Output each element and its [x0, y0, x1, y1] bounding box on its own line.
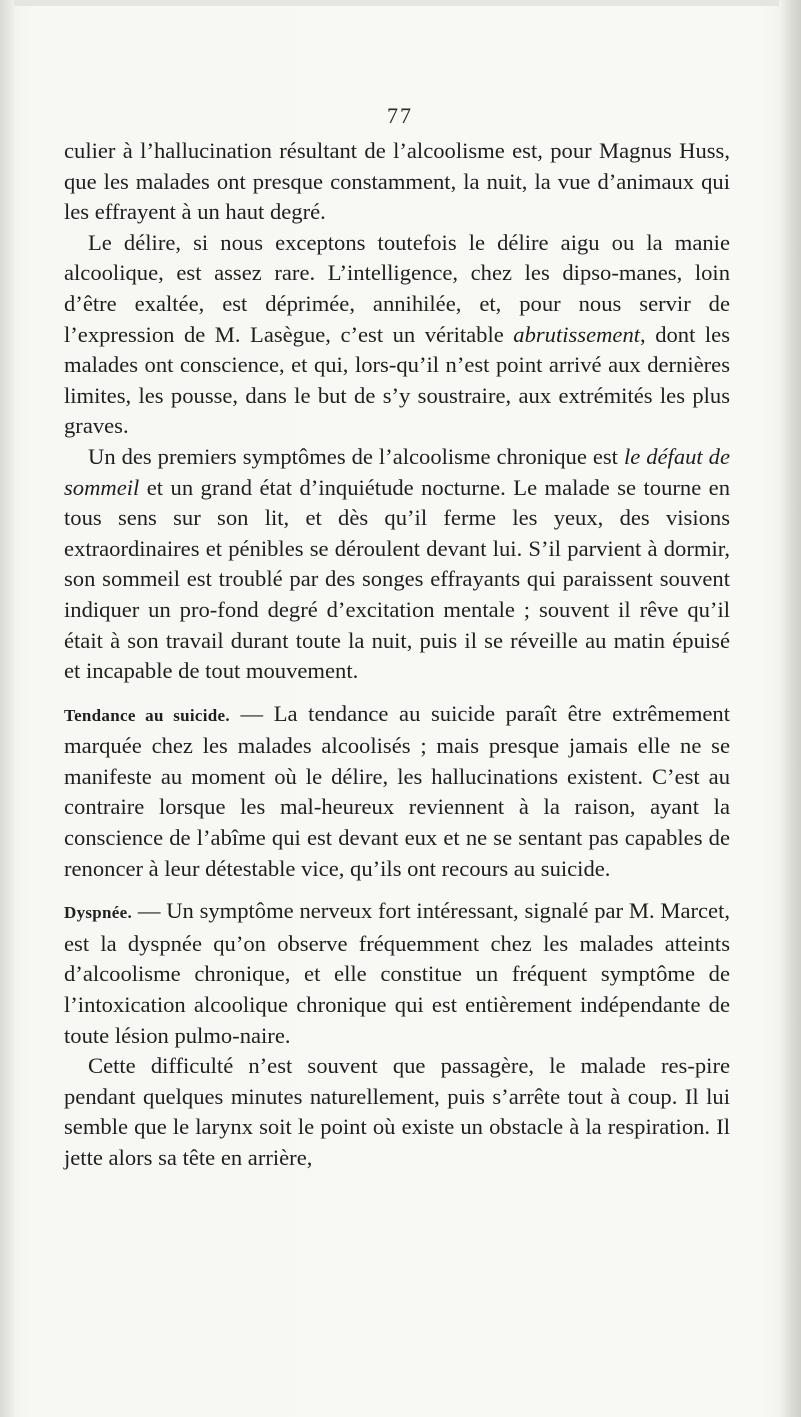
page-right-shadow [779, 0, 801, 1417]
paragraph-2-emphasis: abrutissement [513, 321, 641, 347]
page-left-shadow [0, 0, 14, 1417]
section-suicide-text: — La tendance au suicide paraît être extrêmement marquée chez les malades alcoolisés ; mais presque jamais elle ne se manifeste au moment où le délire, les hallucinations existent. C’est au contraire lorsque les mal-heureux reviennent à la raison, ayant la conscience de l’abîme qui est devant eux et ne se sentant pas capables de renoncer à leur détestable vice, qu’ils ont recours au suicide. [64, 700, 731, 881]
body-text [64, 136, 730, 1174]
section-dyspnea [64, 896, 730, 1051]
paragraph-2-text: Le délire, si nous exceptons toutefois le délire aigu ou la manie alcoolique, est assez rare. L’intelligence, chez les dipso-manes, loin d’être exaltée, est déprimée, annihilée, et, pour nous servir de l’expression de M. Lasègue, c’est un véritable [64, 229, 730, 347]
paragraph-3-emphasis: le défaut de sommeil [64, 443, 730, 500]
section-dyspnea-heading: Dyspnée. [64, 903, 133, 923]
paragraph-3-start: Un des premiers symptômes de l’alcoolisme chronique est [88, 443, 618, 469]
paragraph-4 [64, 1051, 730, 1173]
section-dyspnea-text: — Un symptôme nerveux fort intéressant, signalé par M. Marcet, est la dyspnée qu’on observe fréquemment chez les malades atteints d’alcoolisme chronique, et elle constitue un fréquent symptôme de l’intoxication alcoolique chronique qui est entièrement indépendante de toute lésion pulmo-naire. [64, 898, 730, 1048]
section-suicide [64, 699, 730, 885]
section-suicide-heading: Tendance au suicide. [64, 705, 230, 725]
paragraph-2-rest: , dont les malades ont conscience, et qui, lors-qu’il n’est point arrivé aux dernières limites, les pousse, dans le but de s’y soustraire, aux extrémités les plus graves. [64, 321, 730, 439]
paragraph-3 [64, 442, 730, 687]
paragraph-2 [64, 228, 730, 442]
page-top-shadow [0, 0, 801, 6]
paragraph-1-text: culier à l’hallucination résultant de l’alcoolisme est, pour Magnus Huss, que les malades ont presque constamment, la nuit, la vue d’animaux qui les effrayent à un haut degré. [64, 138, 730, 225]
paragraph-4-text: Cette difficulté n’est souvent que passagère, le malade res-pire pendant quelques minutes naturellement, puis s’arrête tout à coup. Il lui semble que le larynx soit le point où existe un obstacle à la respiration. Il jette alors sa tête en arrière, [64, 1053, 730, 1170]
paragraph-1 [64, 136, 730, 228]
page-number: 77 [387, 103, 413, 128]
paragraph-3-rest: et un grand état d’inquiétude nocturne. Le malade se tourne en tous sens sur son lit, et dès qu’il ferme les yeux, des visions extraordinaires et pénibles se déroulent devant lui. S’il parvient à dormir, son sommeil est troublé par des songes effrayants qui paraissent souvent indiquer un pro-fond degré d’excitation mentale ; souvent il rêve qu’il était à son travail durant toute la nuit, puis il se réveille au matin épuisé et incapable de tout mouvement. [64, 474, 730, 684]
